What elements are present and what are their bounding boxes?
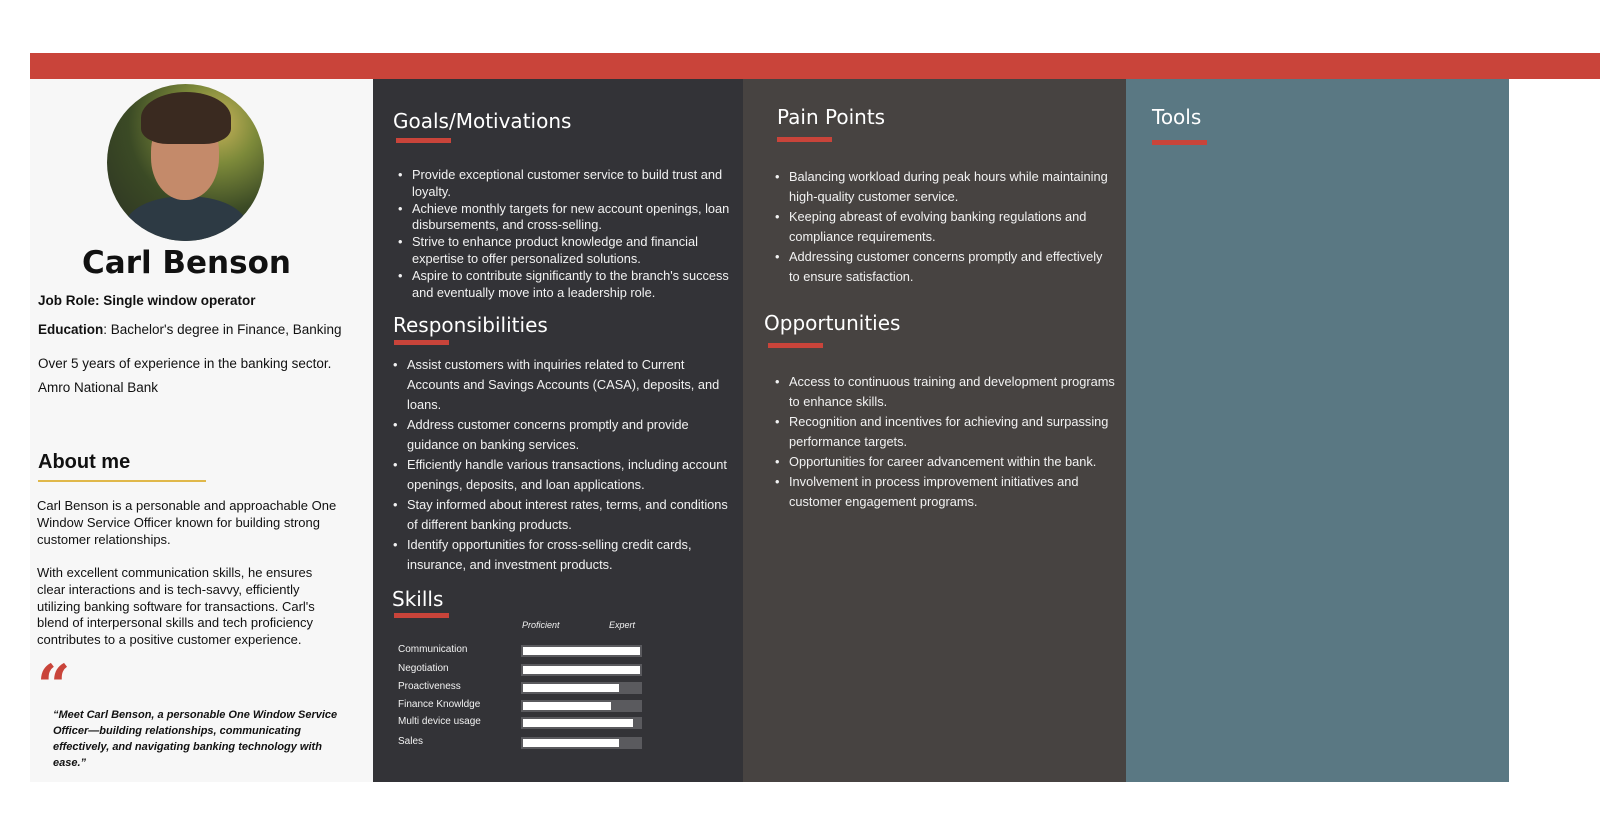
tools-underline — [1152, 140, 1207, 145]
goals-underline — [396, 138, 451, 143]
list-item: • Aspire to contribute significantly to the branch's success and eventually move into a leadership role. — [394, 268, 734, 302]
responsibilities-list — [389, 355, 729, 575]
skill-bar-fill — [523, 719, 633, 727]
list-item: • Addressing customer concerns promptly and effectively to ensure satisfaction. — [771, 247, 1116, 287]
list-item: • Identify opportunities for cross-selling credit cards, insurance, and investment products. — [389, 535, 729, 575]
list-item: • Recognition and incentives for achieving and surpassing performance targets. — [771, 412, 1116, 452]
opportunities-underline — [768, 343, 823, 348]
skill-label: Proactiveness — [398, 681, 461, 692]
pain-points-title: Pain Points — [777, 105, 886, 129]
opportunities-list — [771, 372, 1116, 512]
avatar — [107, 84, 264, 241]
profile-column — [30, 79, 373, 782]
list-item: • Strive to enhance product knowledge and financial expertise to offer personalized solutions. — [394, 234, 734, 268]
about-paragraph-2: With excellent communication skills, he ensures clear interactions and is tech-savvy, efficiently utilizing banking software for transactions. Carl's blend of interpersonal skills and tech proficiency contributes to a positive customer experience. — [37, 565, 315, 648]
skill-bar — [521, 717, 642, 729]
pain-points-column — [743, 79, 1126, 782]
skills-head-proficient: Proficient — [522, 620, 560, 630]
persona-name: Carl Benson — [82, 245, 291, 281]
goals-list — [394, 167, 734, 301]
list-item: • Provide exceptional customer service to build trust and loyalty. — [394, 167, 734, 201]
list-item: • Involvement in process improvement initiatives and customer engagement programs. — [771, 472, 1116, 512]
list-item: • Access to continuous training and development programs to enhance skills. — [771, 372, 1116, 412]
skill-bar-fill — [523, 647, 640, 655]
goals-title: Goals/Motivations — [393, 109, 572, 133]
skills-underline — [394, 613, 449, 618]
skills-title: Skills — [392, 587, 444, 611]
about-title: About me — [38, 451, 131, 473]
about-paragraph-1: Carl Benson is a personable and approachable One Window Service Officer known for building strong customer relationships. — [37, 498, 337, 547]
responsibilities-title: Responsibilities — [393, 313, 548, 337]
list-item: • Address customer concerns promptly and provide guidance on banking services. — [389, 415, 729, 455]
avatar-shirt — [125, 196, 247, 241]
responsibilities-underline — [394, 340, 449, 345]
education-label: Education — [38, 322, 104, 337]
skill-label: Communication — [398, 644, 468, 655]
about-underline — [38, 480, 206, 482]
skill-bar — [521, 700, 642, 712]
pain-points-underline — [777, 137, 832, 142]
avatar-hair — [141, 92, 231, 144]
top-accent-bar — [30, 53, 1600, 79]
employer: Amro National Bank — [38, 380, 159, 395]
skills-head-expert: Expert — [609, 620, 636, 630]
list-item: • Assist customers with inquiries related to Current Accounts and Savings Accounts (CASA), deposits, and loans. — [389, 355, 729, 415]
list-item: • Efficiently handle various transactions, including account openings, deposits, and loan applications. — [389, 455, 729, 495]
list-item: • Stay informed about interest rates, terms, and conditions of different banking products. — [389, 495, 729, 535]
quote-text: “Meet Carl Benson, a personable One Window Service Officer—building relationships, communicating effectively, and navigating banking technology with ease.” — [53, 709, 338, 769]
skill-bar-fill — [523, 684, 619, 692]
education-value: : Bachelor's degree in Finance, Banking — [103, 322, 342, 337]
opportunities-title: Opportunities — [764, 311, 901, 335]
quote-icon: “ — [37, 652, 71, 720]
skill-label: Sales — [398, 736, 424, 747]
education — [38, 322, 342, 337]
skill-bar-fill — [523, 666, 640, 674]
skill-bar-fill — [523, 702, 611, 710]
skill-label: Multi device usage — [398, 716, 481, 727]
skill-label: Negotiation — [398, 663, 449, 674]
skill-bar — [521, 682, 642, 694]
tools-title: Tools — [1152, 105, 1202, 129]
list-item: • Balancing workload during peak hours while maintaining high-quality customer service. — [771, 167, 1116, 207]
skill-bar — [521, 664, 642, 676]
list-item: • Keeping abreast of evolving banking regulations and compliance requirements. — [771, 207, 1116, 247]
experience: Over 5 years of experience in the banking sector. — [38, 356, 332, 371]
job-role-text: Job Role: Single window operator — [38, 293, 256, 308]
skill-bar-fill — [523, 739, 619, 747]
skill-bar — [521, 645, 642, 657]
skill-bar — [521, 737, 642, 749]
pain-points-list — [771, 167, 1116, 287]
tools-column — [1126, 79, 1509, 782]
job-role — [38, 293, 256, 308]
list-item: • Opportunities for career advancement within the bank. — [771, 452, 1116, 472]
list-item: • Achieve monthly targets for new account openings, loan disbursements, and cross-selling. — [394, 201, 734, 235]
goals-column — [373, 79, 743, 782]
skill-label: Finance Knowldge — [398, 699, 481, 710]
